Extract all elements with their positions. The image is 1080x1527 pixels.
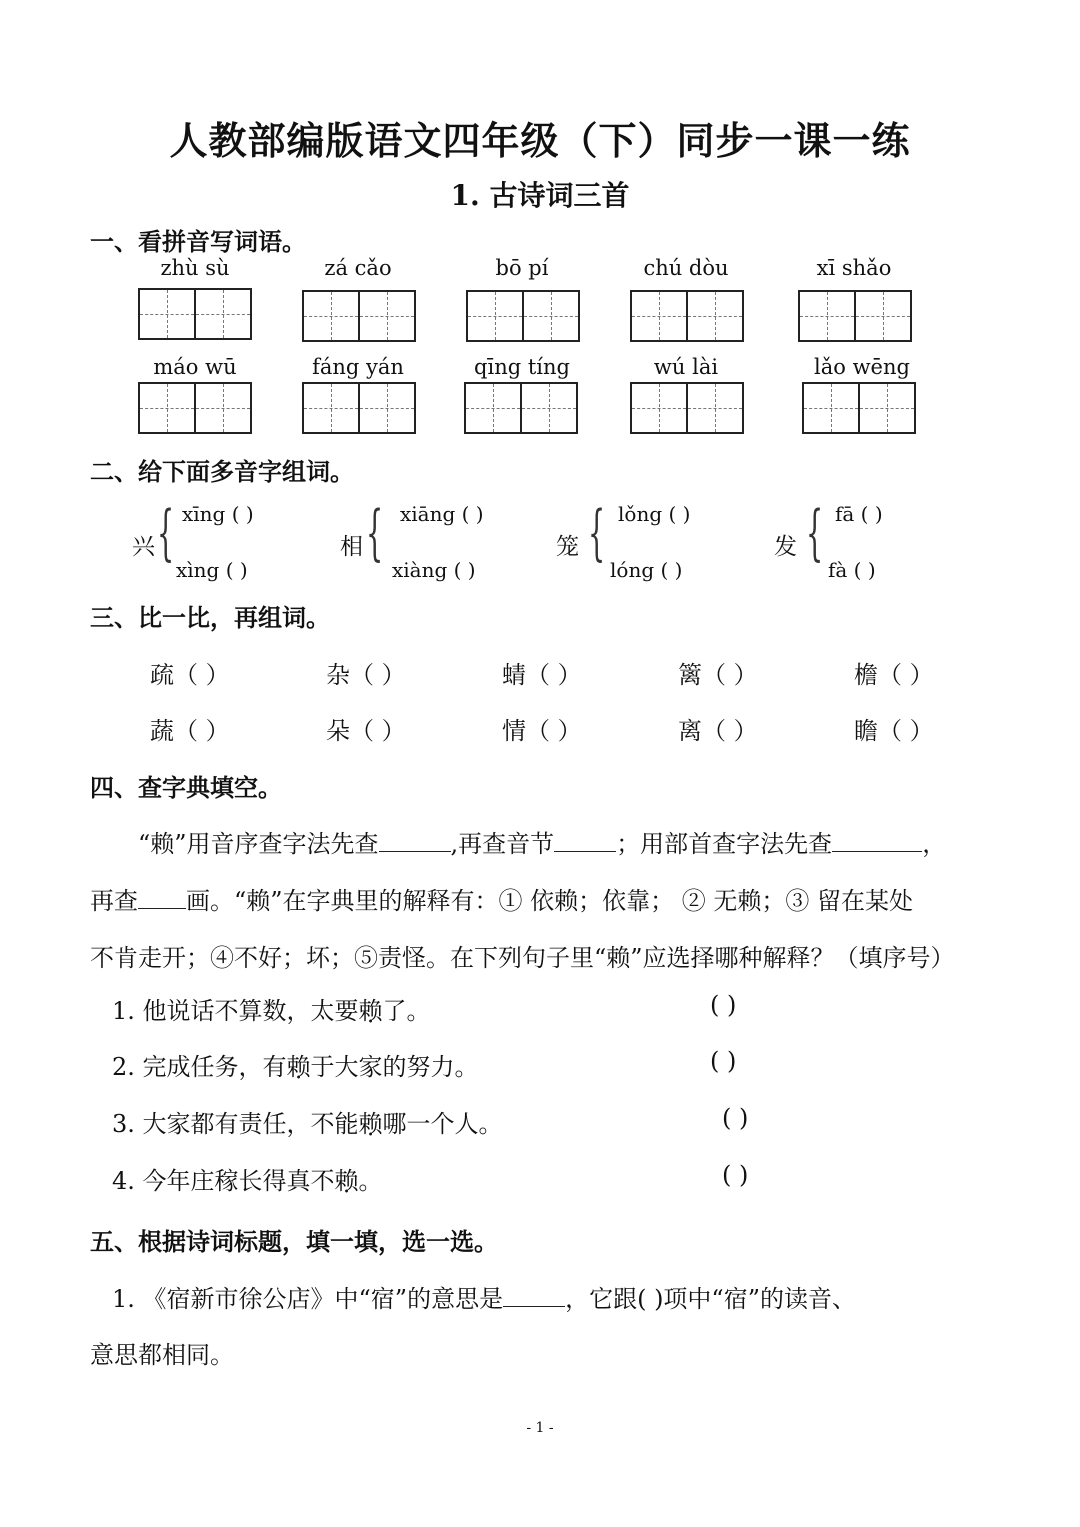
compare-item: 疏（ ） <box>150 661 230 689</box>
polyphone-char: 发 <box>774 534 797 560</box>
reading-top: xīng ( ) <box>182 502 254 526</box>
brace-icon: { <box>157 498 175 568</box>
section-1-heading: 一、看拼音写词语。 <box>90 227 306 256</box>
compare-item: 蔬（ ） <box>150 717 230 745</box>
pinyin-label: qīng tíng <box>474 355 570 379</box>
writing-grid[interactable] <box>138 288 252 340</box>
compare-item: 檐（ ） <box>854 661 934 689</box>
compare-item: 离（ ） <box>678 717 758 745</box>
compare-item: 情（ ） <box>502 717 582 745</box>
pinyin-label: chú dòu <box>643 256 729 280</box>
page-number: - 1 - <box>526 1420 554 1436</box>
reading-top: lǒng ( ) <box>618 502 691 526</box>
section-5-heading: 五、根据诗词标题，填一填，选一选。 <box>90 1227 498 1256</box>
answer-paren[interactable]: ( ) <box>710 991 737 1019</box>
reading-bottom: xìng ( ) <box>176 558 248 582</box>
answer-blank[interactable] <box>554 829 616 852</box>
pinyin-label: fáng yán <box>312 355 404 379</box>
writing-grid[interactable] <box>630 382 744 434</box>
question-item: 1. 他说话不算数，太要赖了。 <box>112 997 431 1025</box>
pinyin-label: xī shǎo <box>816 256 892 280</box>
compare-item: 蜻（ ） <box>502 661 582 689</box>
dictionary-paragraph-line-3: 不肯走开；④不好；坏；⑤责怪。在下列句子里“赖”应选择哪种解释？（填序号） <box>90 944 955 972</box>
reading-bottom: xiàng ( ) <box>392 558 476 582</box>
brace-icon: { <box>806 498 824 568</box>
answer-blank[interactable] <box>832 829 922 852</box>
answer-blank[interactable] <box>138 886 186 909</box>
compare-item: 篱（ ） <box>678 661 758 689</box>
writing-grid[interactable] <box>798 290 912 342</box>
pinyin-label: zá cǎo <box>324 256 392 280</box>
section-3-heading: 三、比一比，再组词。 <box>90 603 330 632</box>
reading-top: xiāng ( ) <box>400 502 484 526</box>
writing-grid[interactable] <box>630 290 744 342</box>
pinyin-label: zhù sù <box>160 256 230 280</box>
compare-item: 瞻（ ） <box>854 717 934 745</box>
brace-icon: { <box>366 498 384 568</box>
poem-question-line-1: 1. 《宿新市徐公店》中“宿”的意思是 ，它跟( )项中“宿”的读音、 <box>112 1285 856 1313</box>
lesson-title: 1. 古诗词三首 <box>450 179 630 212</box>
pinyin-label: wú lài <box>653 355 719 379</box>
answer-blank[interactable] <box>503 1284 565 1307</box>
section-4-heading: 四、查字典填空。 <box>90 773 282 802</box>
section-2-heading: 二、给下面多音字组词。 <box>90 457 354 486</box>
brace-icon: { <box>588 498 606 568</box>
answer-paren[interactable]: ( ) <box>722 1161 749 1189</box>
pinyin-label: máo wū <box>153 355 237 379</box>
question-item: 4. 今年庄稼长得真不赖。 <box>112 1167 383 1195</box>
dictionary-paragraph-line-1: “赖”用音序查字法先查 ,再查音节 ；用部首查字法先查 ， <box>138 830 947 858</box>
pinyin-label: lǎo wēng <box>814 355 910 379</box>
pinyin-label: bō pí <box>495 256 549 280</box>
writing-grid[interactable] <box>802 382 916 434</box>
writing-grid[interactable] <box>302 382 416 434</box>
polyphone-char: 笼 <box>556 534 579 560</box>
writing-grid[interactable] <box>138 382 252 434</box>
answer-blank[interactable] <box>379 829 451 852</box>
polyphone-char: 兴 <box>132 534 155 560</box>
writing-grid[interactable] <box>302 290 416 342</box>
writing-grid[interactable] <box>464 382 578 434</box>
compare-item: 杂（ ） <box>326 661 406 689</box>
compare-item: 朵（ ） <box>326 717 406 745</box>
dictionary-paragraph-line-2: 再查 画。“赖”在字典里的解释有：① 依赖；依靠； ② 无赖；③ 留在某处 <box>90 887 914 915</box>
page-title: 人教部编版语文四年级（下）同步一课一练 <box>169 118 911 163</box>
answer-paren[interactable]: ( ) <box>710 1047 737 1075</box>
reading-bottom: lóng ( ) <box>610 558 683 582</box>
writing-grid[interactable] <box>466 290 580 342</box>
question-item: 2. 完成任务，有赖于大家的努力。 <box>112 1053 479 1081</box>
reading-top: fā ( ) <box>835 502 883 526</box>
reading-bottom: fà ( ) <box>828 558 876 582</box>
polyphone-char: 相 <box>340 534 363 560</box>
question-item: 3. 大家都有责任，不能赖哪一个人。 <box>112 1110 503 1138</box>
answer-paren[interactable]: ( ) <box>722 1104 749 1132</box>
poem-question-line-2: 意思都相同。 <box>90 1341 234 1369</box>
